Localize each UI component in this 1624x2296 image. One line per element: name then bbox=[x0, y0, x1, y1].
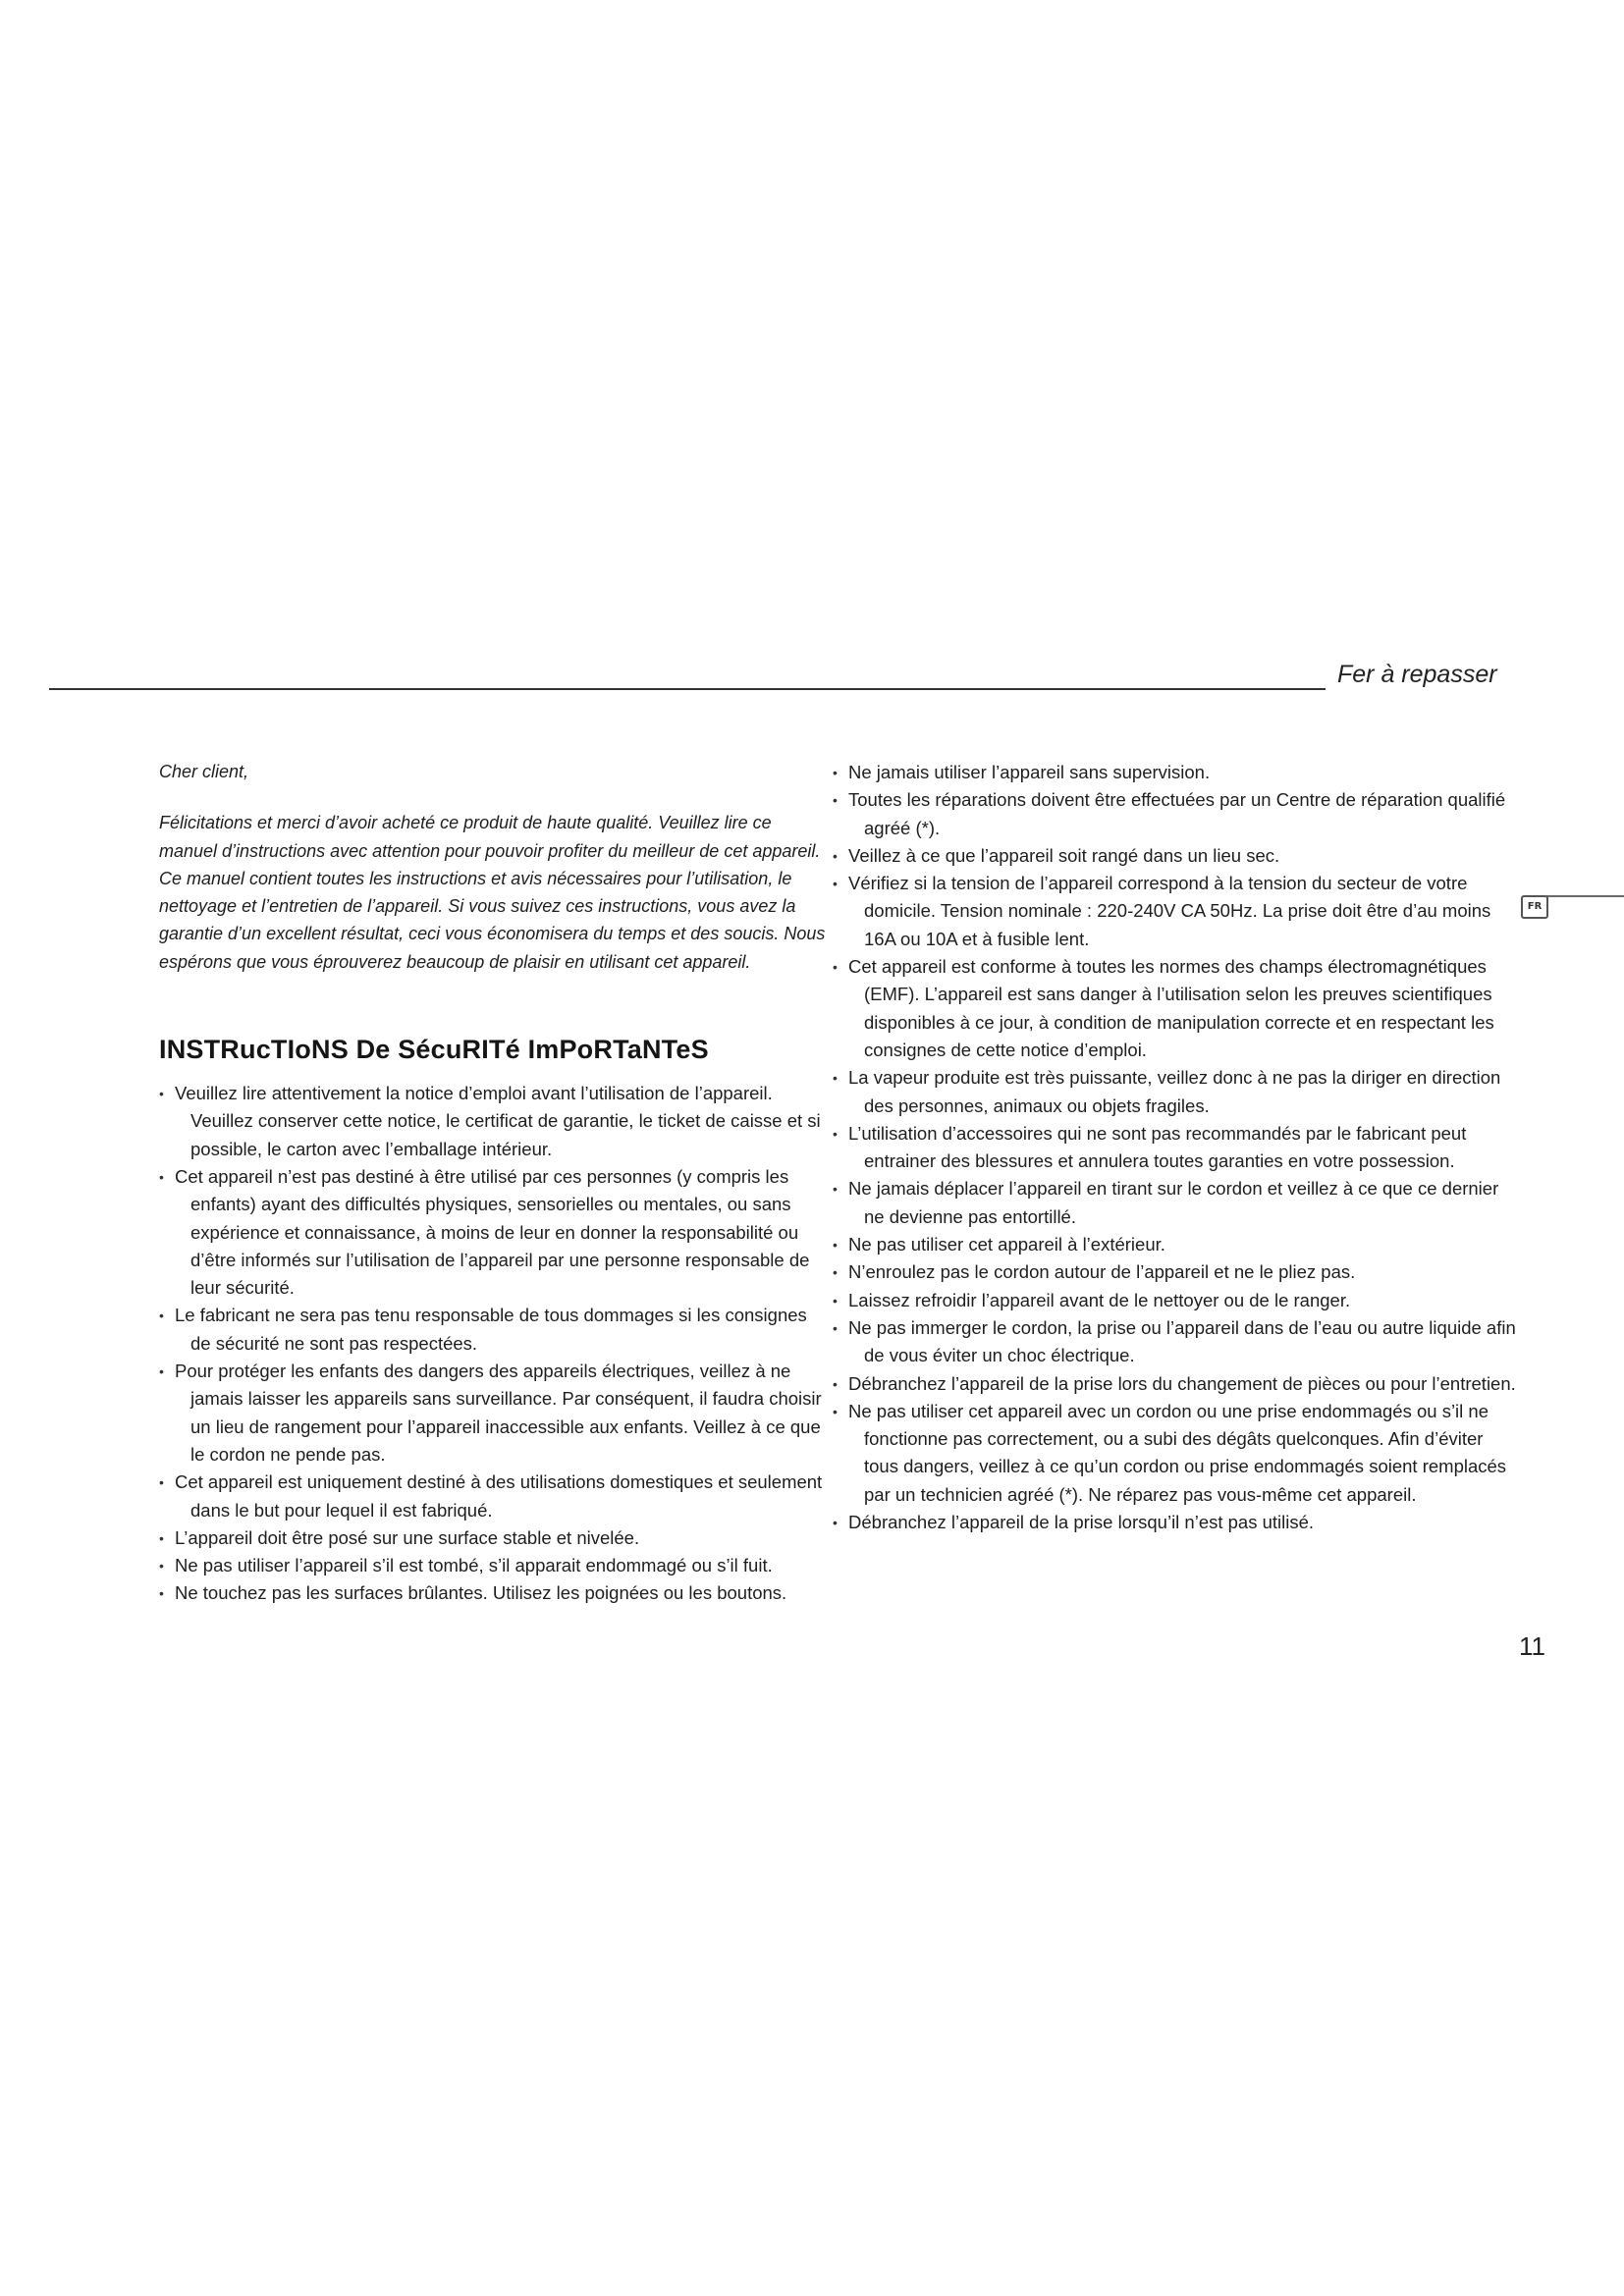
right-bullet-list bbox=[833, 759, 1520, 1536]
bullet-item: • Ne touchez pas les surfaces brûlantes. Utilisez les poignées ou les boutons. bbox=[159, 1579, 827, 1607]
bullet-item: • L’appareil doit être posé sur une surface stable et nivelée. bbox=[159, 1524, 827, 1552]
bullet-item: • Débranchez l’appareil de la prise lors du changement de pièces ou pour l’entretien. bbox=[833, 1370, 1520, 1398]
left-bullet-list bbox=[159, 1080, 827, 1608]
greeting: Cher client, bbox=[159, 762, 249, 781]
bullet-item: • Veuillez lire attentivement la notice d’emploi avant l’utilisation de l’appareil. Veuillez conserver cette notice, le certificat de garantie, le ticket de caisse et si possible, le carton avec l’emballage intérieur. bbox=[159, 1080, 827, 1163]
bullet-item: • Ne pas utiliser l’appareil s’il est tombé, s’il apparait endommagé ou s’il fuit. bbox=[159, 1552, 827, 1579]
bullet-item: • Ne pas immerger le cordon, la prise ou l’appareil dans de l’eau ou autre liquide afin de vous éviter un choc électrique. bbox=[833, 1314, 1520, 1370]
bullet-item: • Ne pas utiliser cet appareil à l’extérieur. bbox=[833, 1231, 1520, 1258]
bullet-item: • Cet appareil est uniquement destiné à des utilisations domestiques et seulement dans le but pour lequel il est fabriqué. bbox=[159, 1468, 827, 1524]
bullet-item: • Ne jamais utiliser l’appareil sans supervision. bbox=[833, 759, 1520, 786]
bullet-item: • L’utilisation d’accessoires qui ne sont pas recommandés par le fabricant peut entrainer des blessures et annulera toutes garanties en votre possession. bbox=[833, 1120, 1520, 1176]
language-badge: FR bbox=[1521, 895, 1548, 919]
header-rule bbox=[49, 688, 1326, 690]
bullet-item: • Laissez refroidir l’appareil avant de le nettoyer ou de le ranger. bbox=[833, 1287, 1520, 1314]
bullet-item: • N’enroulez pas le cordon autour de l’appareil et ne le pliez pas. bbox=[833, 1258, 1520, 1286]
bullet-item: • Ne pas utiliser cet appareil avec un cordon ou une prise endommagés ou s’il ne fonctionne pas correctement, ou a subi des dégâts quelconques. Afin d’éviter tous dangers, veillez à ce qu’un cordon ou prise endommagés soient remplacés par un technicien agréé (*). Ne réparez pas vous-même cet appareil. bbox=[833, 1398, 1520, 1509]
left-column bbox=[159, 758, 827, 1608]
intro-block bbox=[159, 758, 827, 976]
bullet-item: • Le fabricant ne sera pas tenu responsable de tous dommages si les consignes de sécurité ne sont pas respectées. bbox=[159, 1302, 827, 1358]
bullet-item: • La vapeur produite est très puissante, veillez donc à ne pas la diriger en direction des personnes, animaux ou objets fragiles. bbox=[833, 1064, 1520, 1120]
section-heading: INSTRucTIoNS De SécuRITé ImPoRTaNTeS bbox=[159, 1035, 709, 1065]
bullet-item: • Cet appareil n’est pas destiné à être utilisé par ces personnes (y compris les enfants) ayant des difficultés physiques, sensorielles ou mentales, ou sans expérience et connaissance, à moins de leur en donner la responsabilité ou d’être informés sur l’utilisation de l’appareil par une personne responsable de leur sécurité. bbox=[159, 1163, 827, 1302]
language-tab bbox=[1521, 895, 1624, 925]
bullet-item: • Cet appareil est conforme à toutes les normes des champs électromagnétiques (EMF). L’appareil est sans danger à l’utilisation selon les preuves scientifiques disponibles à ce jour, à condition de manipulation correcte et en respectant les consignes de cette notice d’emploi. bbox=[833, 953, 1520, 1064]
bullet-item: • Débranchez l’appareil de la prise lorsqu’il n’est pas utilisé. bbox=[833, 1509, 1520, 1536]
bullet-item: • Toutes les réparations doivent être effectuées par un Centre de réparation qualifié agréé (*). bbox=[833, 786, 1520, 842]
intro-paragraph: Félicitations et merci d’avoir acheté ce produit de haute qualité. Veuillez lire ce manuel d’instructions avec attention pour pouvoir profiter du meilleur de cet appareil. Ce manuel contient toutes les instructions et avis nécessaires pour l’utilisation, le nettoyage et l’entretien de l’appareil. Si vous suivez ces instructions, vous avez la garantie d’un excellent résultat, ceci vous économisera du temps et des soucis. Nous espérons que vous éprouverez beaucoup de plaisir en utilisant cet appareil. bbox=[159, 813, 826, 972]
bullet-item: • Veillez à ce que l’appareil soit rangé dans un lieu sec. bbox=[833, 842, 1520, 870]
document-title: Fer à repasser bbox=[1337, 661, 1497, 688]
page-number: 11 bbox=[1519, 1631, 1545, 1661]
language-tab-line bbox=[1546, 895, 1624, 897]
bullet-item: • Vérifiez si la tension de l’appareil correspond à la tension du secteur de votre domicile. Tension nominale : 220-240V CA 50Hz. La prise doit être d’au moins 16A ou 10A et à fusible lent. bbox=[833, 870, 1520, 953]
bullet-item: • Ne jamais déplacer l’appareil en tirant sur le cordon et veillez à ce que ce dernier ne devienne pas entortillé. bbox=[833, 1175, 1520, 1231]
right-column bbox=[833, 759, 1520, 1536]
bullet-item: • Pour protéger les enfants des dangers des appareils électriques, veillez à ne jamais laisser les appareils sans surveillance. Par conséquent, il faudra choisir un lieu de rangement pour l’appareil inaccessible aux enfants. Veillez à ce que le cordon ne pende pas. bbox=[159, 1358, 827, 1468]
